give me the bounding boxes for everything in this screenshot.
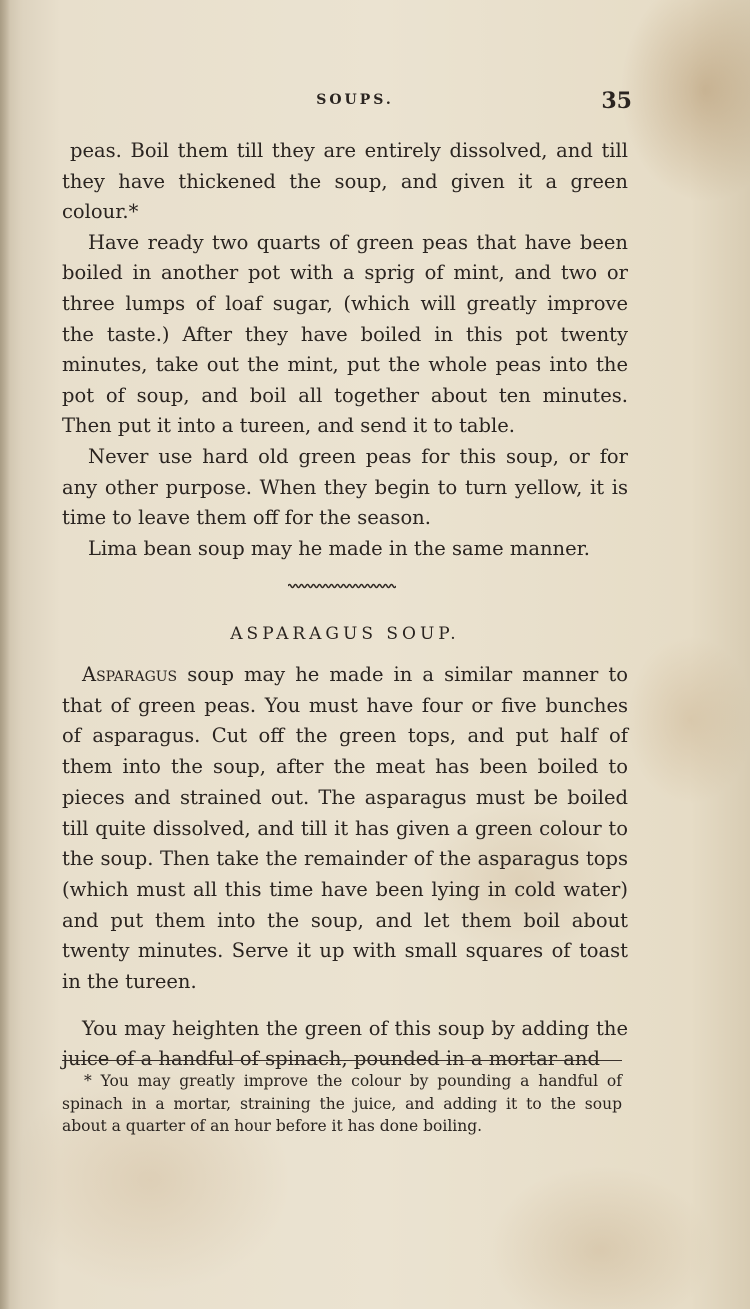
paragraph-hard-peas: Never use hard old green peas for this soup, or for any other purpose. When they begin to turn yellow, it is time to leave them off for the season. xyxy=(62,444,628,530)
paragraph-asparagus-rest: soup may he made in a similar manner to that of green peas. You must have four or five bunches of asparagus. Cut off the green tops, and put half of them into the soup, after the meat has been boiled to pieces and strained out. The asparagus must be boiled till quite dissolved, and till it has given a green colour to the soup. Then take the remainder of the asparagus tops (which must all this time have been lying in cold water) and put them into the soup, and let them boil about twenty minutes. Serve it up with small squares of toast in the tureen. xyxy=(62,663,628,994)
page-number: 35 xyxy=(601,88,632,114)
paragraph-asparagus xyxy=(62,660,628,998)
page-header xyxy=(0,88,750,116)
body-text xyxy=(62,136,628,564)
footnote-text: * You may greatly improve the colour by pounding a handful of spinach in a mortar, straining the juice, and adding it to the soup about a quarter of an hour before it has done boiling. xyxy=(62,1072,622,1135)
paragraph-green-peas: Have ready two quarts of green peas that have been boiled in another pot with a sprig of mint, and two or three lumps of loaf sugar, (which will greatly improve the taste.) After they have boiled in this pot twenty minutes, take out the mint, put the whole peas into the pot of soup, and boil all together about ten minutes. Then put it into a tureen, and send it to table. xyxy=(62,230,628,438)
paragraph-lima-bean: Lima bean soup may he made in the same manner. xyxy=(88,536,591,560)
running-head: SOUPS. xyxy=(316,92,394,108)
section-title: ASPARAGUS SOUP. xyxy=(230,624,460,644)
paragraph-continuation: peas. Boil them till they are entirely dissolved, and till they have thickened the soup, and given it a green colour.* xyxy=(62,139,628,224)
paragraph-spinach: You may heighten the green of this soup by adding the juice of a handful of spinach, pounded in a mortar and xyxy=(62,1016,628,1071)
lead-word: Asparagus xyxy=(82,663,178,686)
footnote-divider xyxy=(62,1060,622,1061)
decorative-wavy-rule xyxy=(288,582,396,590)
footnote xyxy=(62,1070,622,1138)
section-body xyxy=(62,660,628,1091)
